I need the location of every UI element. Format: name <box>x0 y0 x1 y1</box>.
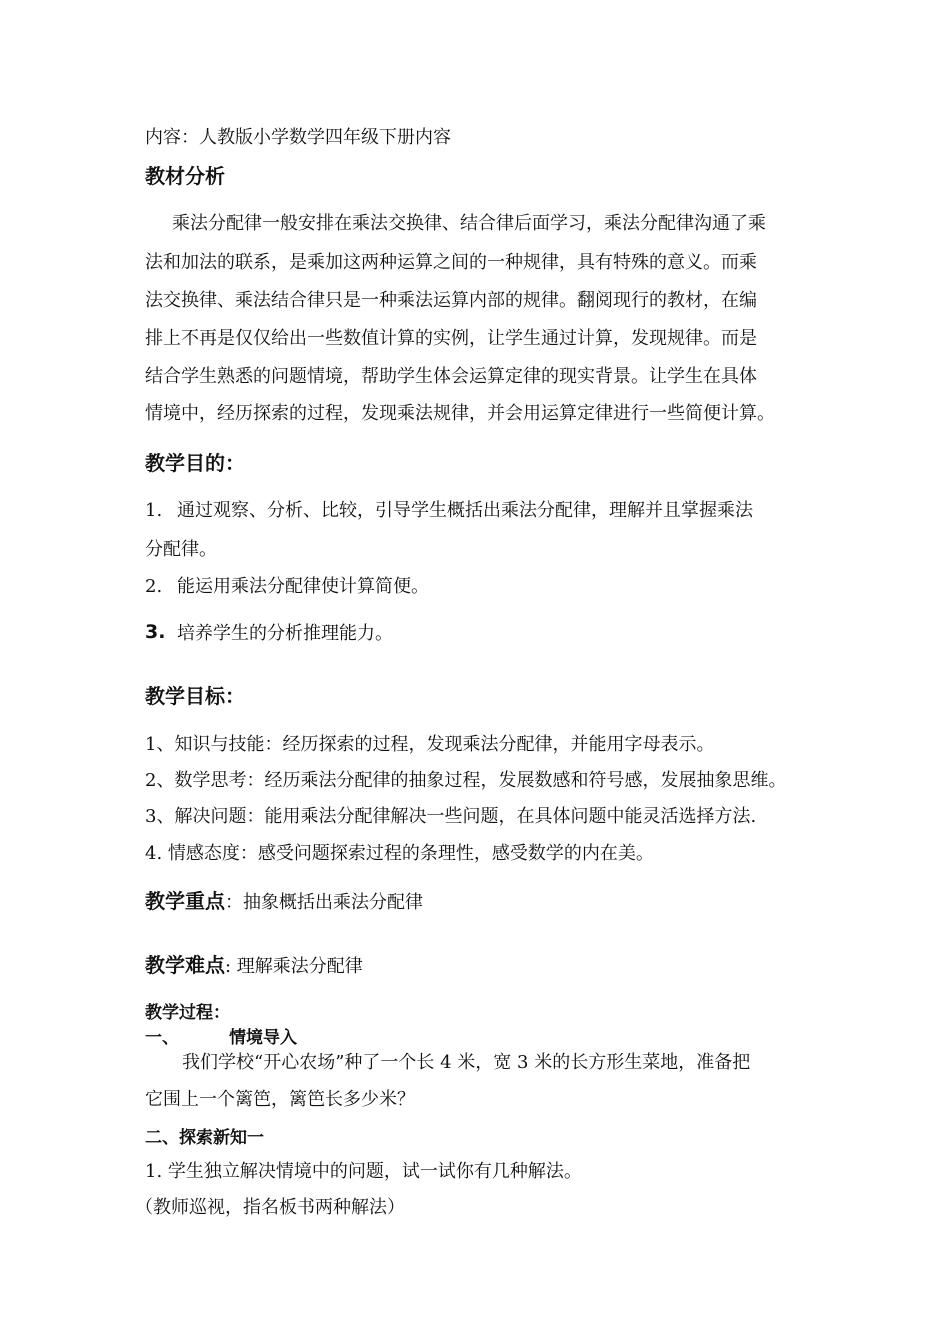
purpose-item-3: 培养学生的分析推理能力。 <box>177 623 393 644</box>
analysis-heading: 教材分析 <box>145 164 225 188</box>
analysis-line: 乘法分配律一般安排在乘法交换律、结合律后面学习，乘法分配律沟通了乘 <box>172 213 766 234</box>
analysis-line: 法交换律、乘法结合律只是一种乘法运算内部的规律。翻阅现行的教材，在编 <box>145 290 757 311</box>
key-point-label: 教学重点 <box>145 889 225 913</box>
process-section-1-line: 我们学校“开心农场”种了一个长 4 米，宽 3 米的长方形生菜地，准备把 <box>182 1052 751 1073</box>
process-section-1-title: 情境导入 <box>229 1028 297 1048</box>
purpose-item-1-cont: 分配律。 <box>145 539 217 560</box>
process-section-1-line: 它围上一个篱笆，篱笆长多少米？ <box>145 1089 415 1110</box>
process-section-2-item: 1. 学生独立解决情境中的问题，试一试你有几种解法。 <box>145 1161 582 1182</box>
goal-item: 1、知识与技能：经历探索的过程，发现乘法分配律，并能用字母表示。 <box>145 734 715 755</box>
goal-item: 2、数学思考：经历乘法分配律的抽象过程，发展数感和符号感，发展抽象思维。 <box>145 770 787 791</box>
purpose-item-3-num: 3. <box>145 621 166 643</box>
difficulty-label: 教学难点 <box>145 953 225 977</box>
purpose-item-1-num: 1. <box>145 500 163 521</box>
purpose-heading: 教学目的： <box>145 451 245 475</box>
purpose-item-2-num: 2. <box>145 576 163 597</box>
process-section-1-num: 一、 <box>145 1028 179 1048</box>
process-heading: 教学过程： <box>145 1003 230 1023</box>
goal-item: 4. 情感态度：感受问题探索过程的条理性，感受数学的内在美。 <box>145 843 654 864</box>
analysis-line: 结合学生熟悉的问题情境，帮助学生体会运算定律的现实背景。让学生在具体 <box>145 366 757 387</box>
key-point <box>145 889 423 915</box>
process-section-2-note: （教师巡视，指名板书两种解法） <box>135 1197 405 1218</box>
content-line: 内容：人教版小学数学四年级下册内容 <box>145 127 451 148</box>
purpose-item-2: 能运用乘法分配律使计算简便。 <box>177 576 429 597</box>
analysis-line: 排上不再是仅仅给出一些数值计算的实例，让学生通过计算，发现规律。而是 <box>145 328 757 349</box>
difficulty-text: : 理解乘法分配律 <box>225 956 363 977</box>
goals-heading: 教学目标： <box>145 684 245 708</box>
key-point-text: ：抽象概括出乘法分配律 <box>225 892 423 913</box>
difficulty <box>145 953 363 979</box>
goal-item: 3、解决问题：能用乘法分配律解决一些问题，在具体问题中能灵活选择方法. <box>145 806 757 827</box>
process-section-2-heading: 二、探索新知一 <box>145 1128 264 1148</box>
analysis-line: 法和加法的联系，是乘加这两种运算之间的一种规律，具有特殊的意义。而乘 <box>145 252 757 273</box>
process-section-1-heading <box>145 1026 297 1050</box>
purpose-item-1: 通过观察、分析、比较，引导学生概括出乘法分配律，理解并且掌握乘法 <box>177 500 753 521</box>
analysis-line: 情境中，经历探索的过程，发现乘法规律，并会用运算定律进行一些简便计算。 <box>145 403 775 424</box>
